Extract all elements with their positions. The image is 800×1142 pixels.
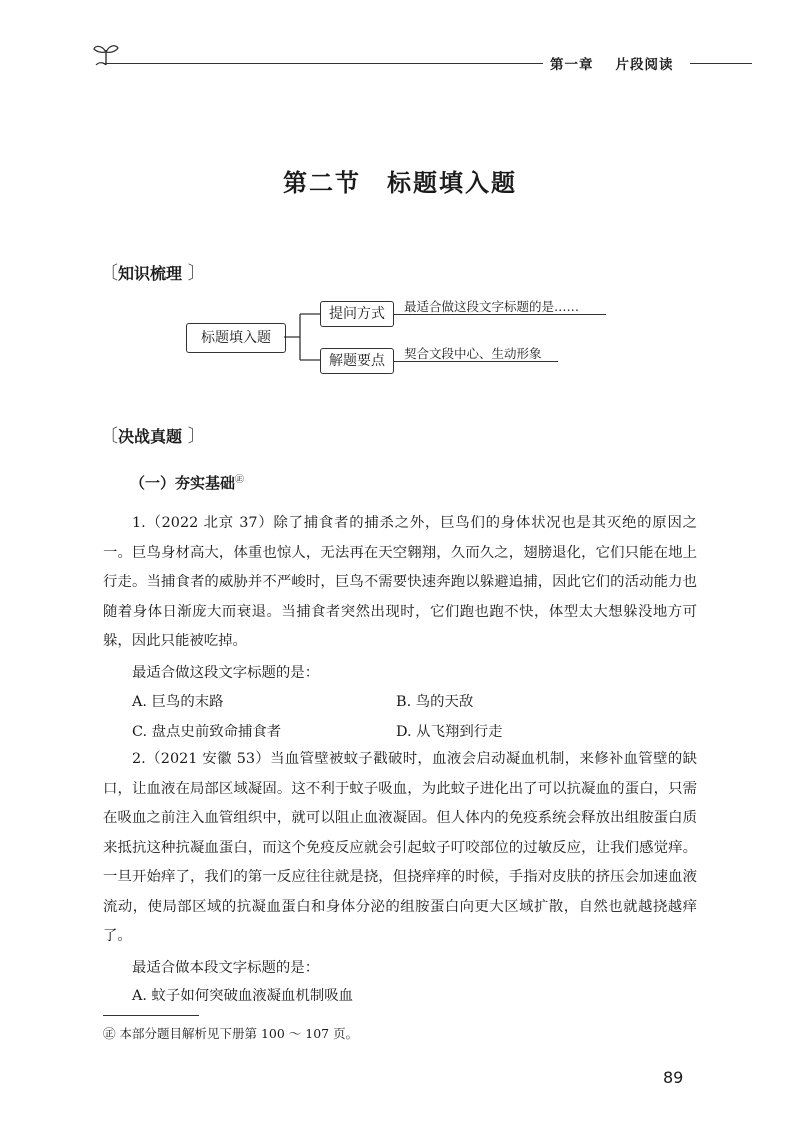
map-underline-ask — [394, 314, 606, 315]
question-2-prompt: 最适合做本段文字标题的是： — [132, 960, 320, 976]
map-note-ask: 最适合做这段文字标题的是…… — [404, 299, 580, 314]
question-2-text: 2.（2021 安徽 53）当血管壁被蚊子戳破时，血液会启动凝血机制，来修补血管壁的缺口，让血液在局部区域凝固。这不利于蚊子吸血，为此蚊子进化出了可以抗凝血的蛋白，只需在吸血之前注入血管组织中，就可以阻止血液凝固。但人体内的免疫系统会释放出组胺蛋白质来抵抗这种抗凝血蛋白，而这个免疫反应就会引起蚊子叮咬部位的过敏反应，让我们感觉痒。一旦开始痒了，我们的第一反应往往就是挠，但挠痒痒的时候，手指对皮肤的挤压会加速血液流动，使局部区域的抗凝血蛋白和身体分泌的组胺蛋白向更大区域扩散，自然也就越挠越痒了。 — [103, 751, 697, 944]
question-2-option-a: A. 蚊子如何突破血液凝血机制吸血 — [132, 988, 354, 1004]
map-underline-solve — [394, 361, 558, 362]
question-1 — [103, 509, 697, 657]
question-2 — [103, 745, 697, 952]
section-knowledge-heading: 〔知识梳理 〕 — [100, 263, 206, 284]
header-rule-left — [103, 63, 543, 64]
section-exam-heading: 〔决战真题 〕 — [100, 426, 206, 447]
subsection-heading: （一）夯实基础㊣ — [130, 474, 245, 492]
footnote-rule — [103, 1015, 199, 1016]
map-note-solve: 契合文段中心、生动形象 — [404, 346, 542, 361]
map-branch-solve: 解题要点 — [320, 348, 394, 374]
running-header — [550, 53, 674, 73]
map-bracket — [284, 300, 324, 370]
question-1-option-a: A. 巨鸟的末路 — [132, 694, 224, 710]
header-chapter: 第一章 — [550, 57, 594, 73]
footnote-marker: ㊣ — [235, 475, 245, 485]
question-1-option-c: C. 盘点史前致命捕食者 — [132, 724, 282, 740]
page-title — [0, 163, 800, 198]
question-1-option-d: D. 从飞翔到行走 — [396, 724, 503, 740]
header-rule-right — [690, 63, 752, 64]
title-part: 第二节 — [283, 169, 361, 197]
header-section: 片段阅读 — [615, 57, 674, 73]
footnote: ㊣ 本部分题目解析见下册第 100 ～ 107 页。 — [103, 1026, 359, 1041]
question-1-text: 1.（2022 北京 37）除了捕食者的捕杀之外，巨鸟们的身体状况也是其灭绝的原因之一。巨鸟身材高大，体重也惊人，无法再在天空翱翔，久而久之，翅膀退化，它们只能在地上行走。当捕食者的威胁并不严峻时，巨鸟不需要快速奔跑以躲避追捕，因此它们的活动能力也随着身体日渐庞大而衰退。当捕食者突然出现时，它们跑也跑不快，体型太大想躲没地方可躲，因此只能被吃掉。 — [103, 515, 697, 649]
map-branch-ask: 提问方式 — [320, 301, 394, 327]
page-number: 89 — [663, 1068, 684, 1087]
question-1-prompt: 最适合做这段文字标题的是： — [132, 665, 320, 681]
question-1-option-b: B. 鸟的天敌 — [396, 694, 474, 710]
map-root-box: 标题填入题 — [186, 323, 286, 353]
title-name: 标题填入题 — [387, 169, 517, 197]
